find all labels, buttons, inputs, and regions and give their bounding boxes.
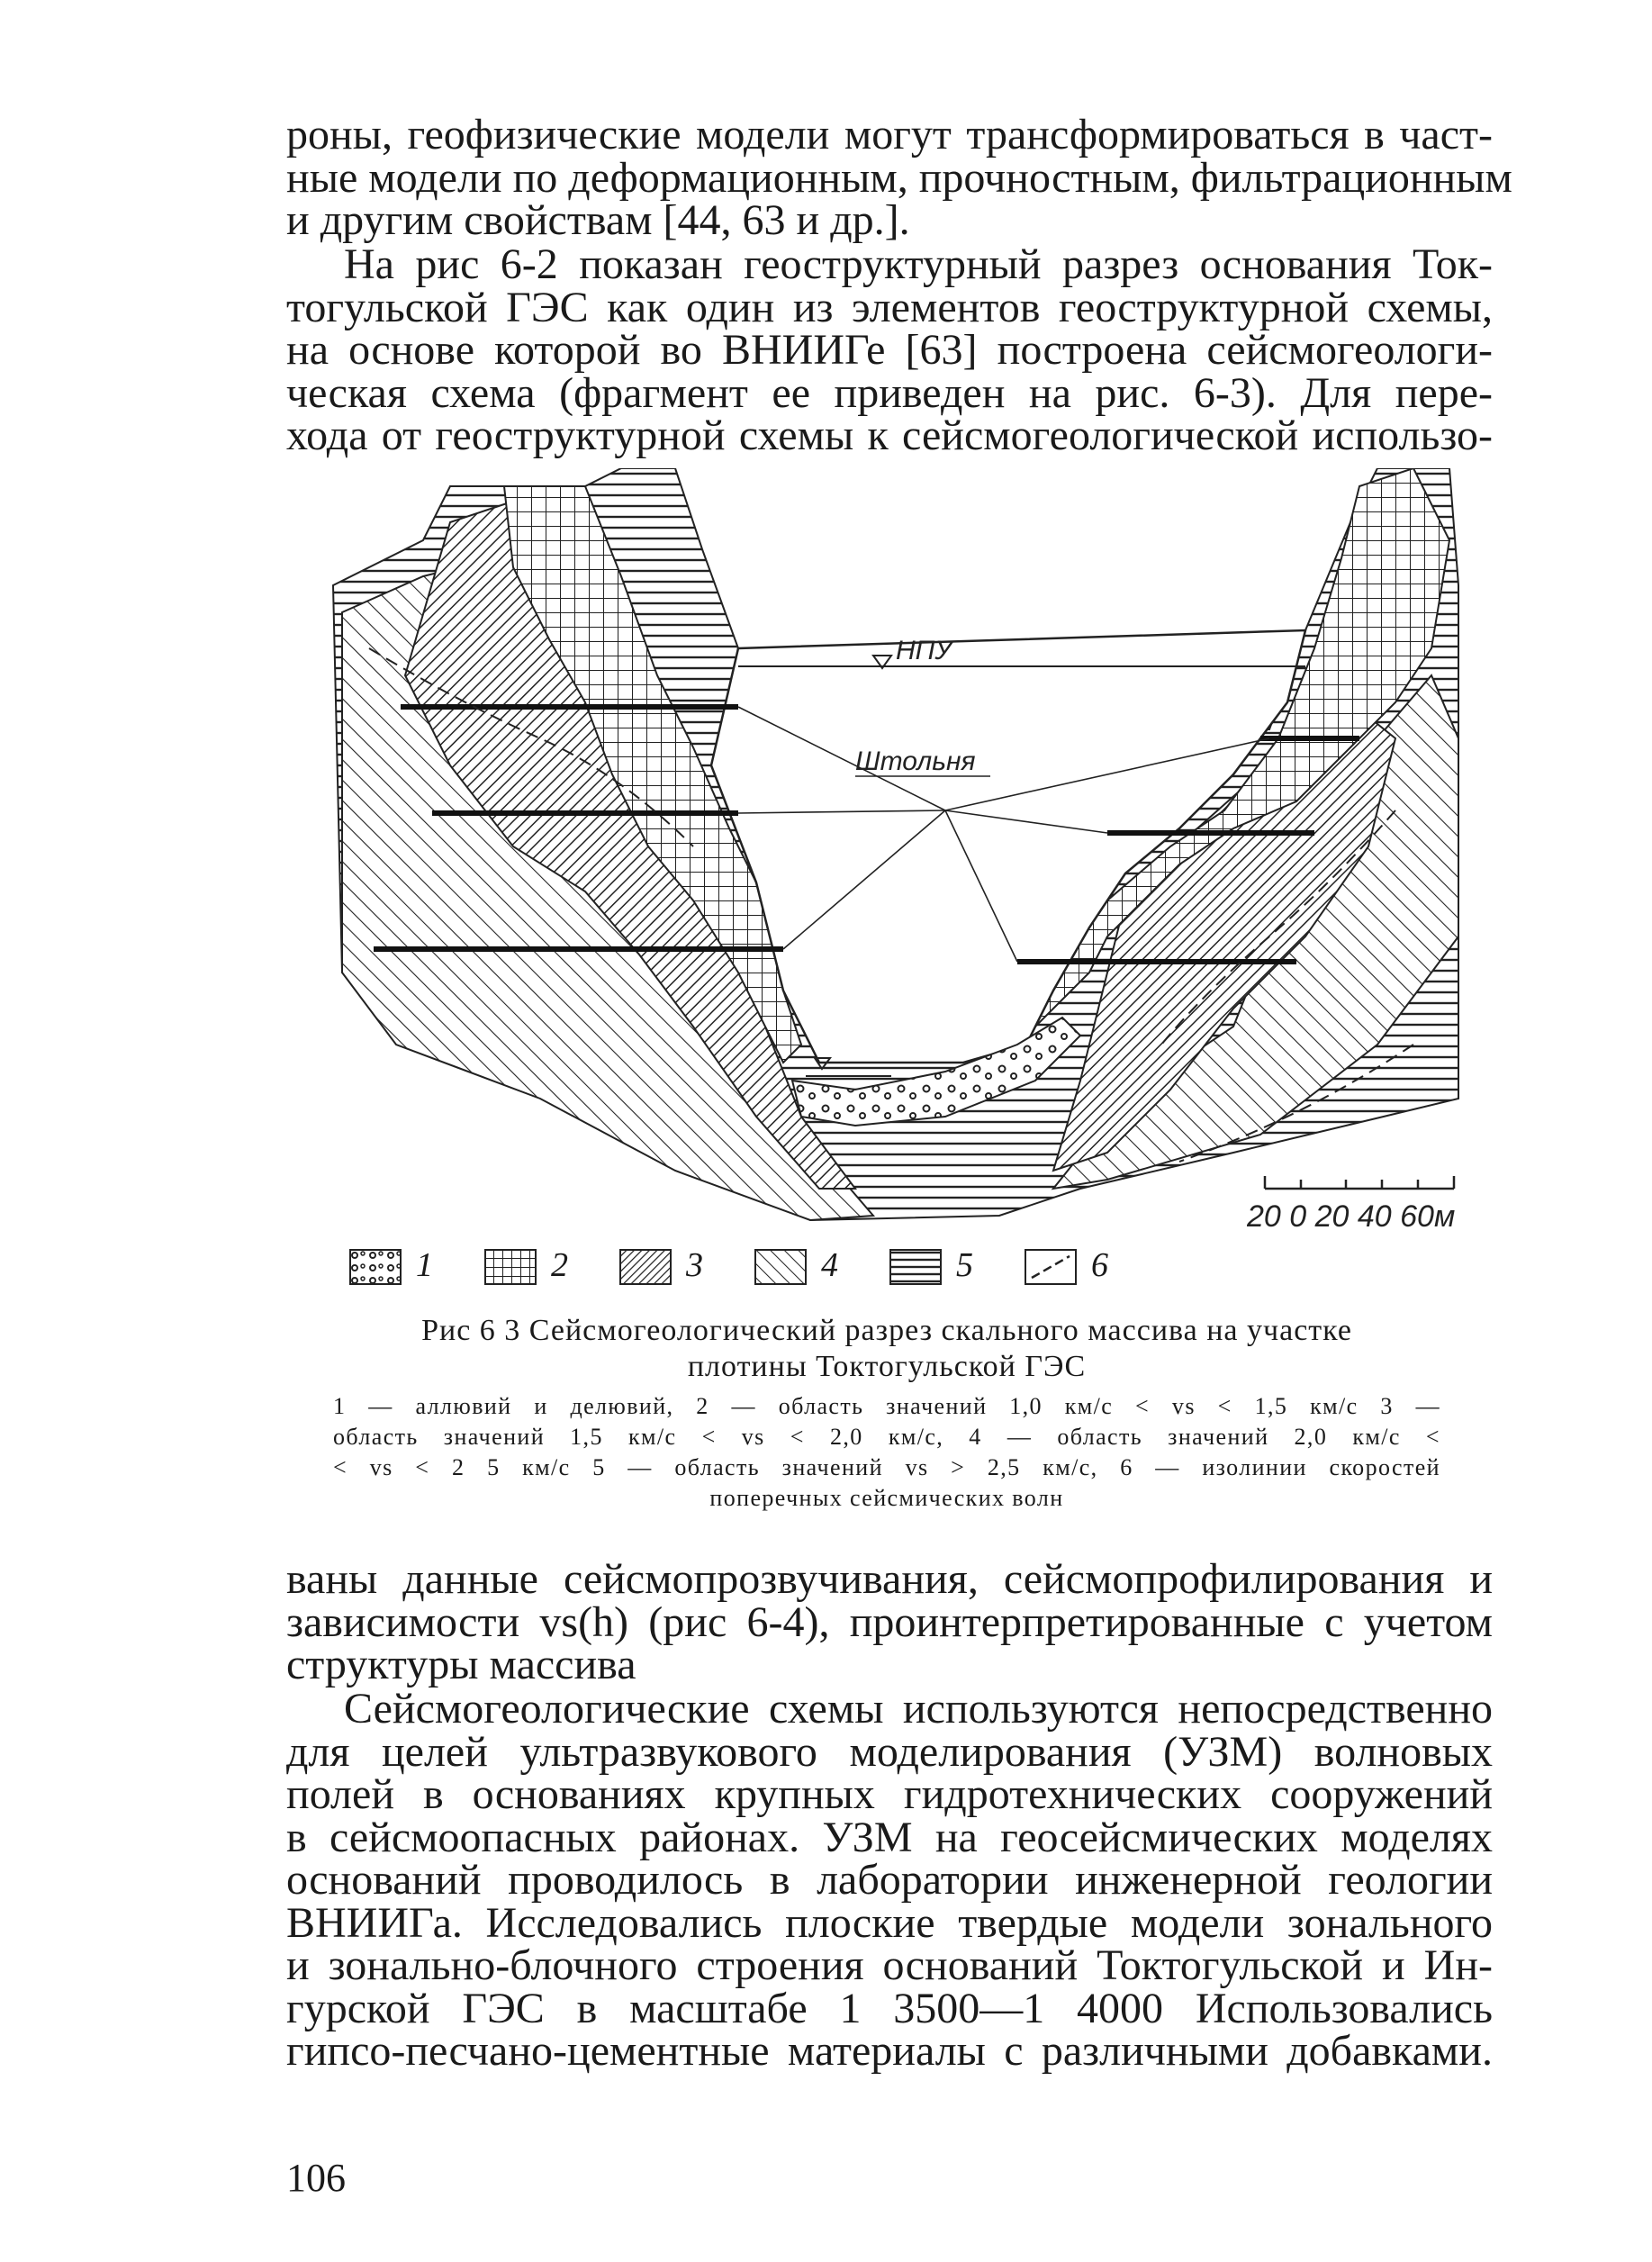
paragraph-2 [286, 240, 1493, 459]
legend-text-line: < vs < 2 5 км/с 5 — область значений vs > 2,5 км/с, 6 — изолинии скоростей [333, 1454, 1440, 1480]
text-line: гурской ГЭС в масштабе 1 3500—1 4000 Использовались [286, 1984, 1493, 2032]
seismogeological-section-figure [315, 468, 1467, 1234]
legend-label: 4 [821, 1246, 838, 1284]
page-number: 106 [286, 2156, 346, 2200]
text-line: оснований проводилось в лаборатории инженерной геологии [286, 1856, 1493, 1904]
text-line: тогульской ГЭС как один из элементов геоструктурной схемы, [286, 283, 1493, 331]
text-line: хода от геоструктурной схемы к сейсмогеологической использо- [286, 412, 1493, 459]
text-line: ВНИИГа. Исследовались плоские твердые модели зонального [286, 1898, 1493, 1947]
paragraph-1 [286, 111, 1512, 244]
text-line: На рис 6-2 показан геоструктурный разрез основания Ток- [344, 240, 1493, 288]
scale-label: 20 0 20 40 60м [1247, 1199, 1456, 1234]
figure-legend [349, 1245, 1160, 1290]
paragraph-3 [286, 1555, 1493, 1688]
legend-label: 6 [1091, 1246, 1108, 1284]
text-line: Сейсмогеологические схемы используются непосредственно [344, 1685, 1493, 1733]
shtolnya-label: Штольня [855, 746, 976, 776]
caption-line: Рис 6 3 Сейсмогеологический разрез скального массива на участке [421, 1314, 1352, 1347]
text-line: роны, геофизические модели могут трансформироваться в част- [286, 111, 1493, 158]
paragraph-4 [286, 1687, 1493, 2073]
scale-bar [1247, 1162, 1472, 1243]
legend-label: 5 [956, 1246, 973, 1284]
text-line: зависимости vs(h) (рис 6-4), проинтерпретированные с учетом [286, 1597, 1493, 1646]
figure-legend-explanation [333, 1391, 1440, 1514]
text-line: ваны данные сейсмопрозвучивания, сейсмопрофилирования и [286, 1555, 1493, 1603]
text-line: и зонально-блочного строения оснований Токтогульской и Ин- [286, 1941, 1493, 1989]
legend-label: 1 [416, 1246, 433, 1284]
text-line: на основе которой во ВНИИГе [63] построена сейсмогеологи- [286, 326, 1493, 374]
text-line: ные модели по деформационным, прочностным, фильтрационным [286, 153, 1512, 202]
text-line: полей в основаниях крупных гидротехнических сооружений [286, 1770, 1493, 1818]
text-line: для целей ультразвукового моделирования (УЗМ) волновых [286, 1727, 1493, 1776]
legend-label: 3 [686, 1246, 703, 1284]
text-line: структуры массива [286, 1641, 636, 1688]
caption-line: плотины Токтогульской ГЭС [687, 1350, 1087, 1383]
legend-label: 2 [551, 1246, 568, 1284]
text-line: гипсо-песчано-цементные материалы с различными добавками. [286, 2027, 1493, 2075]
npu-label: НПУ [896, 636, 952, 665]
text-line: и другим свойствам [44, 63 и др.]. [286, 196, 910, 244]
text-line: в сейсмоопасных районах. УЗМ на геосейсмических моделях [286, 1813, 1493, 1861]
legend-text-line: область значений 1,5 км/с < vs < 2,0 км/с, 4 — область значений 2,0 км/с < [333, 1424, 1440, 1450]
figure-caption [333, 1313, 1440, 1385]
text-line: ческая схема (фрагмент ее приведен на рис. 6-3). Для пере- [286, 368, 1493, 417]
legend-text-line: поперечных сейсмических волн [709, 1485, 1064, 1511]
legend-text-line: 1 — аллювий и делювий, 2 — область значений 1,0 км/с < vs < 1,5 км/с 3 — [333, 1393, 1440, 1419]
